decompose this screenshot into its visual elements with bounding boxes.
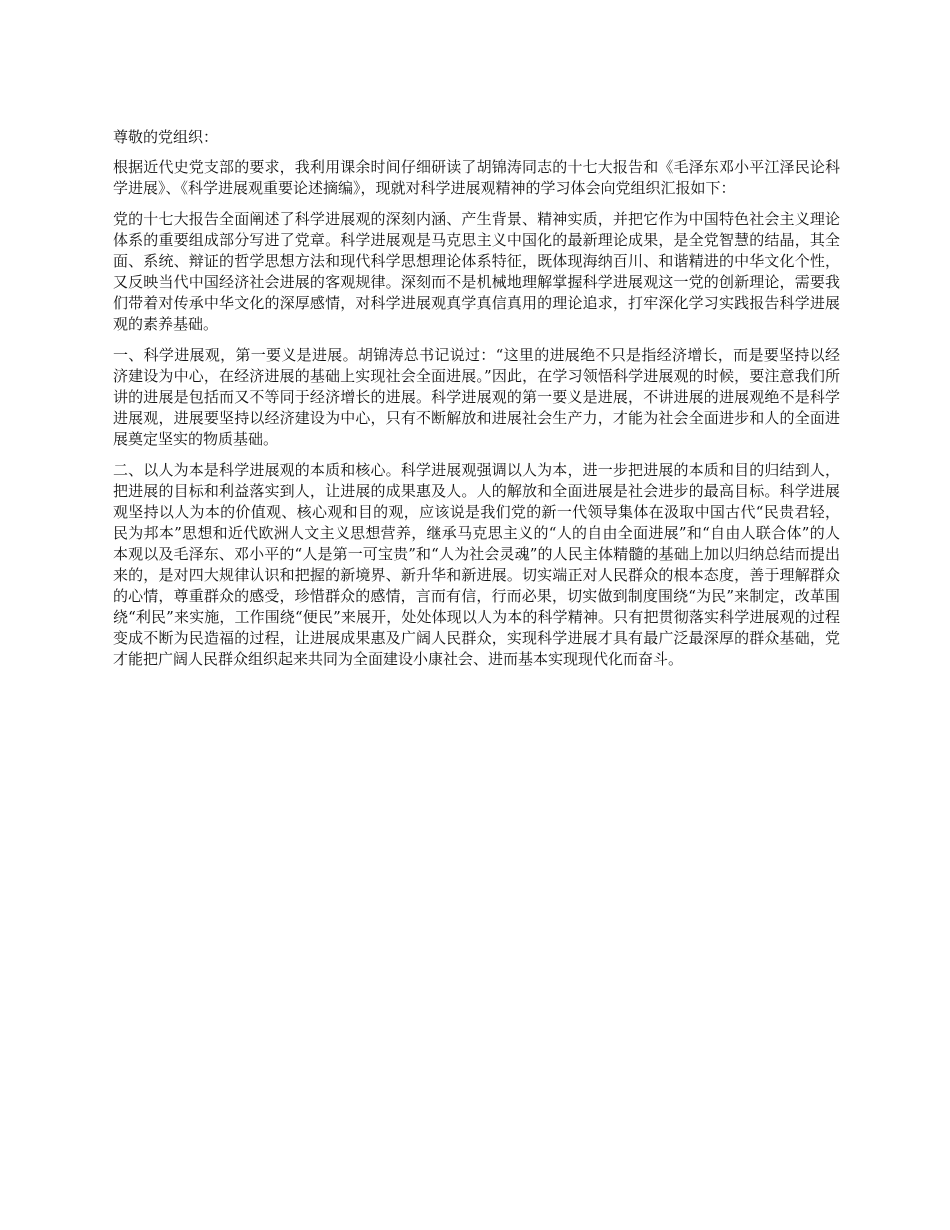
paragraph-point-one: 一、科学进展观，第一要义是进展。胡锦涛总书记说过：“这里的进展绝不只是指经济增长，而是要坚持以经济建设为中心，在经济进展的基础上实现社会全面进展。”因此，在学习领悟科学进展观的时候，要注意我们所讲的进展是包括而又不等同于经济增长的进展。科学进展观的第一要义是进展，不讲进展的进展观绝不是科学进展观，进展要坚持以经济建设为中心，只有不断解放和进展社会生产力，才能为社会全面进步和人的全面进展奠定坚实的物质基础。 [113, 346, 840, 448]
paragraph-overview: 党的十七大报告全面阐述了科学进展观的深刻内涵、产生背景、精神实质，并把它作为中国特色社会主义理论体系的重要组成部分写进了党章。科学进展观是马克思主义中国化的最新理论成果，是全党智慧的结晶，其全面、系统、辩证的哲学思想方法和现代科学思想理论体系特征，既体现海纳百川、和谐精进的中华文化个性，又反映当代中国经济社会进展的客观规律。深刻而不是机械地理解掌握科学进展观这一党的创新理论，需要我们带着对传承中华文化的深厚感情，对科学进展观真学真信真用的理论追求，打牢深化学习实践报告科学进展观的素养基础。 [113, 210, 840, 333]
document-page [113, 127, 840, 680]
paragraph-point-two: 二、以人为本是科学进展观的本质和核心。科学进展观强调以人为本，进一步把进展的本质和目的归结到人，把进展的目标和利益落实到人，让进展的成果惠及人。人的解放和全面进展是社会进步的最高目标。科学进展观坚持以人为本的价值观、核心观和目的观，应该说是我们党的新一代领导集体在汲取中国古代“民贵君轻，民为邦本”思想和近代欧洲人文主义思想营养，继承马克思主义的“人的自由全面进展”和“自由人联合体”的人本观以及毛泽东、邓小平的“人是第一可宝贵”和“人为社会灵魂”的人民主体精髓的基础上加以归纳总结而提出来的，是对四大规律认识和把握的新境界、新升华和新进展。切实端正对人民群众的根本态度，善于理解群众的心情，尊重群众的感受，珍惜群众的感情，言而有信，行而必果，切实做到制度围绕“为民”来制定，改革围绕“利民”来实施，工作围绕“便民”来展开，处处体现以人为本的科学精神。只有把贯彻落实科学进展观的过程变成不断为民造福的过程，让进展成果惠及广阔人民群众，实现科学进展才具有最广泛最深厚的群众基础，党才能把广阔人民群众组织起来共同为全面建设小康社会、进而基本实现现代化而奋斗。 [113, 461, 840, 668]
salutation: 尊敬的党组织： [113, 128, 219, 146]
paragraph-intro: 根据近代史党支部的要求，我利用课余时间仔细研读了胡锦涛同志的十七大报告和《毛泽东邓小平江泽民论科学进展》、《科学进展观重要论述摘编》，现就对科学进展观精神的学习体会向党组织汇报如下： [113, 158, 840, 197]
